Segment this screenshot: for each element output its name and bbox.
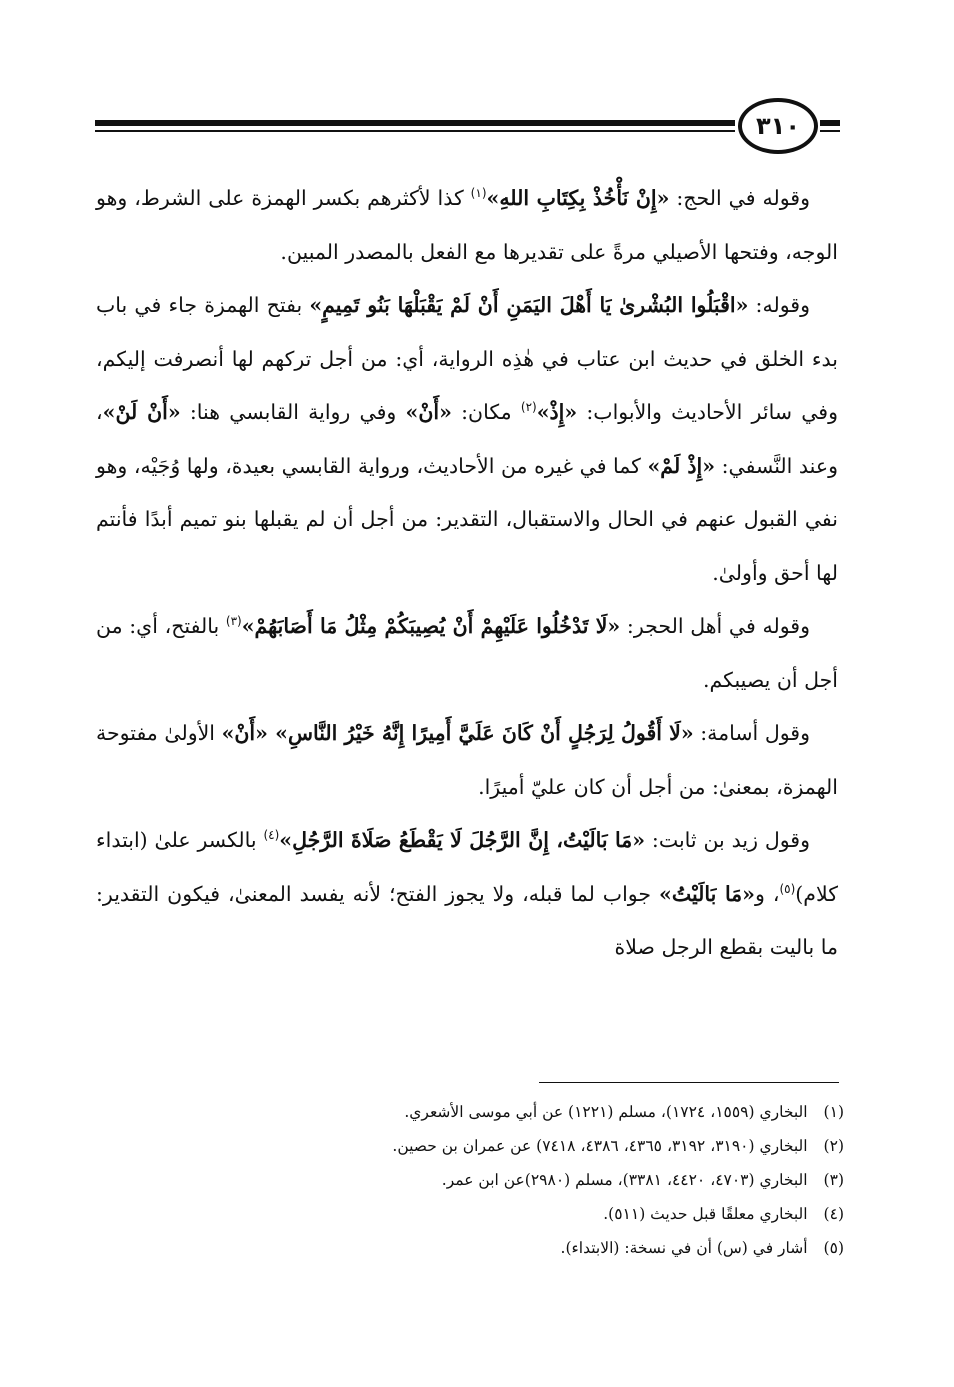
hadith-quote: «إِذْ» (536, 400, 578, 424)
text-run: ، و (754, 881, 780, 906)
text-run: وفي رواية القابسي هنا: (180, 400, 406, 424)
text-run: كذا لأكثرهم بكسر الهمزة على الشرط، وهو الوجه، وفتحها الأصيلي مرةً على تقديرها مع الفعل بالمصدر المبين. (96, 186, 838, 264)
footnote-ref-2: (٢) (520, 400, 537, 415)
header-tail-thick (820, 120, 840, 126)
hadith-quote: «مَا بَالَيْتُ، إِنَّ الرَّجُلَ لَا يَقْطَعُ صَلَاةَ الرَّجُلِ» (279, 828, 646, 852)
footnote-3 (124, 1163, 844, 1197)
paragraph-2 (96, 279, 838, 600)
footnote-ref-5: (٥) (779, 881, 796, 896)
text-run: وقول زيد بن ثابت: (645, 828, 811, 852)
text-run: وقوله: (748, 293, 810, 317)
paragraph-5 (96, 814, 838, 975)
hadith-quote: «لَا أَقُولُ لِرَجُلٍ أَنْ كَانَ عَلَيَّ أَمِيرًا إِنَّهُ خَيْرُ النَّاسِ» (275, 721, 694, 745)
header-rule-thick (95, 120, 735, 126)
text-run: الأولىٰ مفتوحة الهمزة، بمعنىٰ: من أجل أن كان عليّ أميرًا. (96, 721, 838, 799)
hadith-quote: «إِنْ نَأْخُذْ بِكِتَابِ اللهِ» (486, 186, 670, 210)
footnote-2 (124, 1129, 844, 1163)
text-run: كما في غيره من الأحاديث، ورواية القابسي بعيدة، ولها وُجَيْه، وهو نفي القبول عنهم في الحال والاستقبال، التقدير: من أجل أن لم يقبلها بنو تميم أبدًا فأنتم لها أحق وأولىٰ. (96, 453, 838, 585)
footnote-ref-3: (٣) (225, 614, 242, 629)
hadith-quote: «أَنْ» (405, 400, 452, 424)
page-header (95, 96, 840, 162)
text-run: مكان: (451, 400, 521, 424)
text-run: ، وعند النَّسفي: (96, 400, 838, 478)
paragraph-1 (96, 172, 838, 279)
page-number: ٣١٠ (738, 98, 818, 154)
footnote-1 (124, 1095, 844, 1129)
text-run: وقوله في الحج: (669, 186, 810, 210)
footnote-number: (١) (823, 1103, 844, 1121)
text-run: وقوله في أهل الحجر: (620, 614, 811, 638)
text-run: بالفتح، أي: من أجل أن يصيبكم. (96, 614, 838, 692)
header-rule-thin (95, 130, 735, 132)
hadith-quote: «لَا تَدْخُلُوا عَلَيْهِمْ أَنْ يُصِيبَكُمْ مِثْلُ مَا أَصَابَهُمْ» (241, 614, 621, 638)
hadith-quote: «أَنْ لَنْ» (102, 400, 181, 424)
footnote-text: البخاري معلقًا قبل حديث (٥١١). (603, 1205, 808, 1223)
footnote-text: البخاري (٣١٩٠، ٣١٩٢، ٤٣٦٥، ٤٣٨٦، ٧٤١٨) عن عمران بن حصين. (392, 1137, 808, 1155)
text-run: وقول أسامة: (693, 721, 810, 745)
text-run: بالكسر علىٰ (ابتداء كلام) (96, 828, 838, 906)
footnote-number: (٣) (823, 1171, 844, 1189)
hadith-quote: «اقْبَلُوا البُشْرىٰ يَا أَهْلَ اليَمَنِ أَنْ لَمْ يَقْبَلْهَا بَنُو تَمِيمٍ» (309, 293, 749, 317)
footnote-ref-4: (٤) (263, 828, 280, 843)
footnote-4 (124, 1197, 844, 1231)
footnote-text: البخاري (١٥٥٩، ١٧٢٤)، مسلم (١٢٢١) عن أبي موسى الأشعري. (404, 1103, 808, 1121)
hadith-quote: «مَا بَالَيْتُ» (659, 881, 755, 906)
text-run: جواب لما قبله، ولا يجوز الفتح؛ لأنه يفسد المعنىٰ، فيكون التقدير: ما باليت بقطع الرجل صلاة (96, 881, 838, 959)
text-run: بفتح الهمزة جاء في باب بدء الخلق في حديث ابن عتاب في هٰذِه الرواية، أي: من أجل تركهم لها أنصرفت إليكم، وفي سائر الأحاديث والأبواب: (96, 293, 838, 424)
hadith-quote: «أَنْ» (221, 721, 276, 745)
paragraph-3 (96, 600, 838, 707)
header-tail-thin (820, 130, 840, 132)
paragraph-4 (96, 707, 838, 814)
footnote-number: (٥) (823, 1239, 844, 1257)
footnote-number: (٤) (823, 1205, 844, 1223)
hadith-quote: «إِذْ لَمْ» (647, 453, 716, 478)
footnote-text: أشار في (س) أن في نسخة: (الابتداء). (560, 1239, 808, 1257)
footnotes (124, 1095, 844, 1265)
footnote-number: (٢) (823, 1137, 844, 1155)
body-text (96, 172, 838, 975)
footnote-ref-1: (١) (470, 186, 487, 201)
footnote-separator (539, 1082, 839, 1083)
footnote-text: البخاري (٤٧٠٣، ٤٤٢٠، ٣٣٨١)، مسلم (٢٩٨٠)عن ابن عمر. (441, 1171, 808, 1189)
footnote-5 (124, 1231, 844, 1265)
